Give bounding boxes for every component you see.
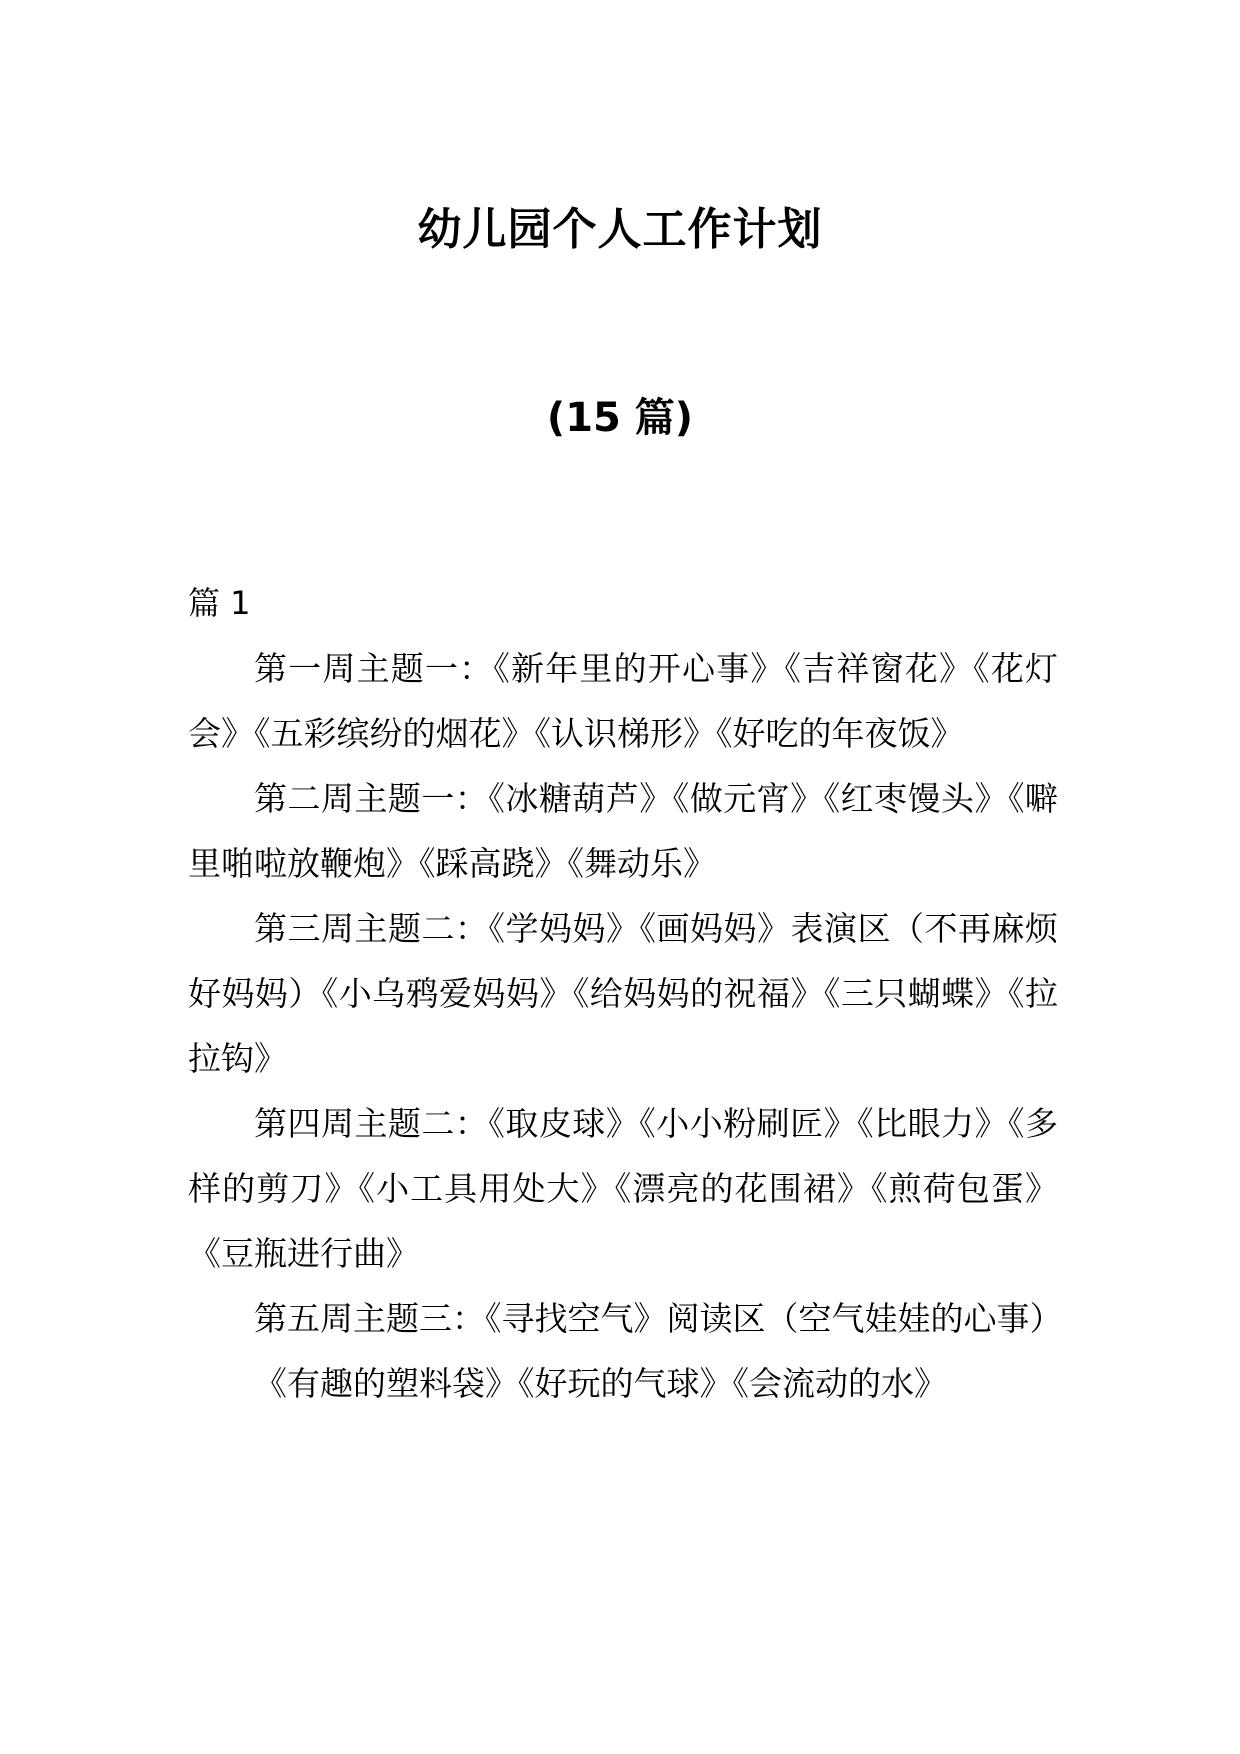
paragraph-week-3: 第三周主题二：《学妈妈》《画妈妈》表演区（不再麻烦好妈妈）《小乌鸦爱妈妈》《给妈妈的祝福》《三只蝴蝶》《拉拉钩》: [188, 909, 1058, 1078]
section-heading: 篇 1: [188, 584, 251, 622]
paragraph-week-5-continued: 《有趣的塑料袋》《好玩的气球》《会流动的水》: [254, 1364, 947, 1403]
paragraph-week-4: 第四周主题二：《取皮球》《小小粉刷匠》《比眼力》《多样的剪刀》《小工具用处大》《漂亮的花围裙》《煎荷包蛋》《豆瓶进行曲》: [188, 1104, 1058, 1273]
document-title: 幼儿园个人工作计划: [417, 204, 823, 255]
paragraph-week-5: 第五周主题三：《寻找空气》阅读区（空气娃娃的心事）: [254, 1299, 1063, 1338]
paragraph-week-2: 第二周主题一：《冰糖葫芦》《做元宵》《红枣馒头》《噼里啪啦放鞭炮》《踩高跷》《舞动乐》: [188, 779, 1058, 883]
document-subtitle: (15 篇): [546, 395, 694, 441]
document-body: [188, 571, 1063, 1416]
paragraph-week-1: 第一周主题一：《新年里的开心事》《吉祥窗花》《花灯会》《五彩缤纷的烟花》《认识梯形》《好吃的年夜饭》: [188, 649, 1058, 753]
